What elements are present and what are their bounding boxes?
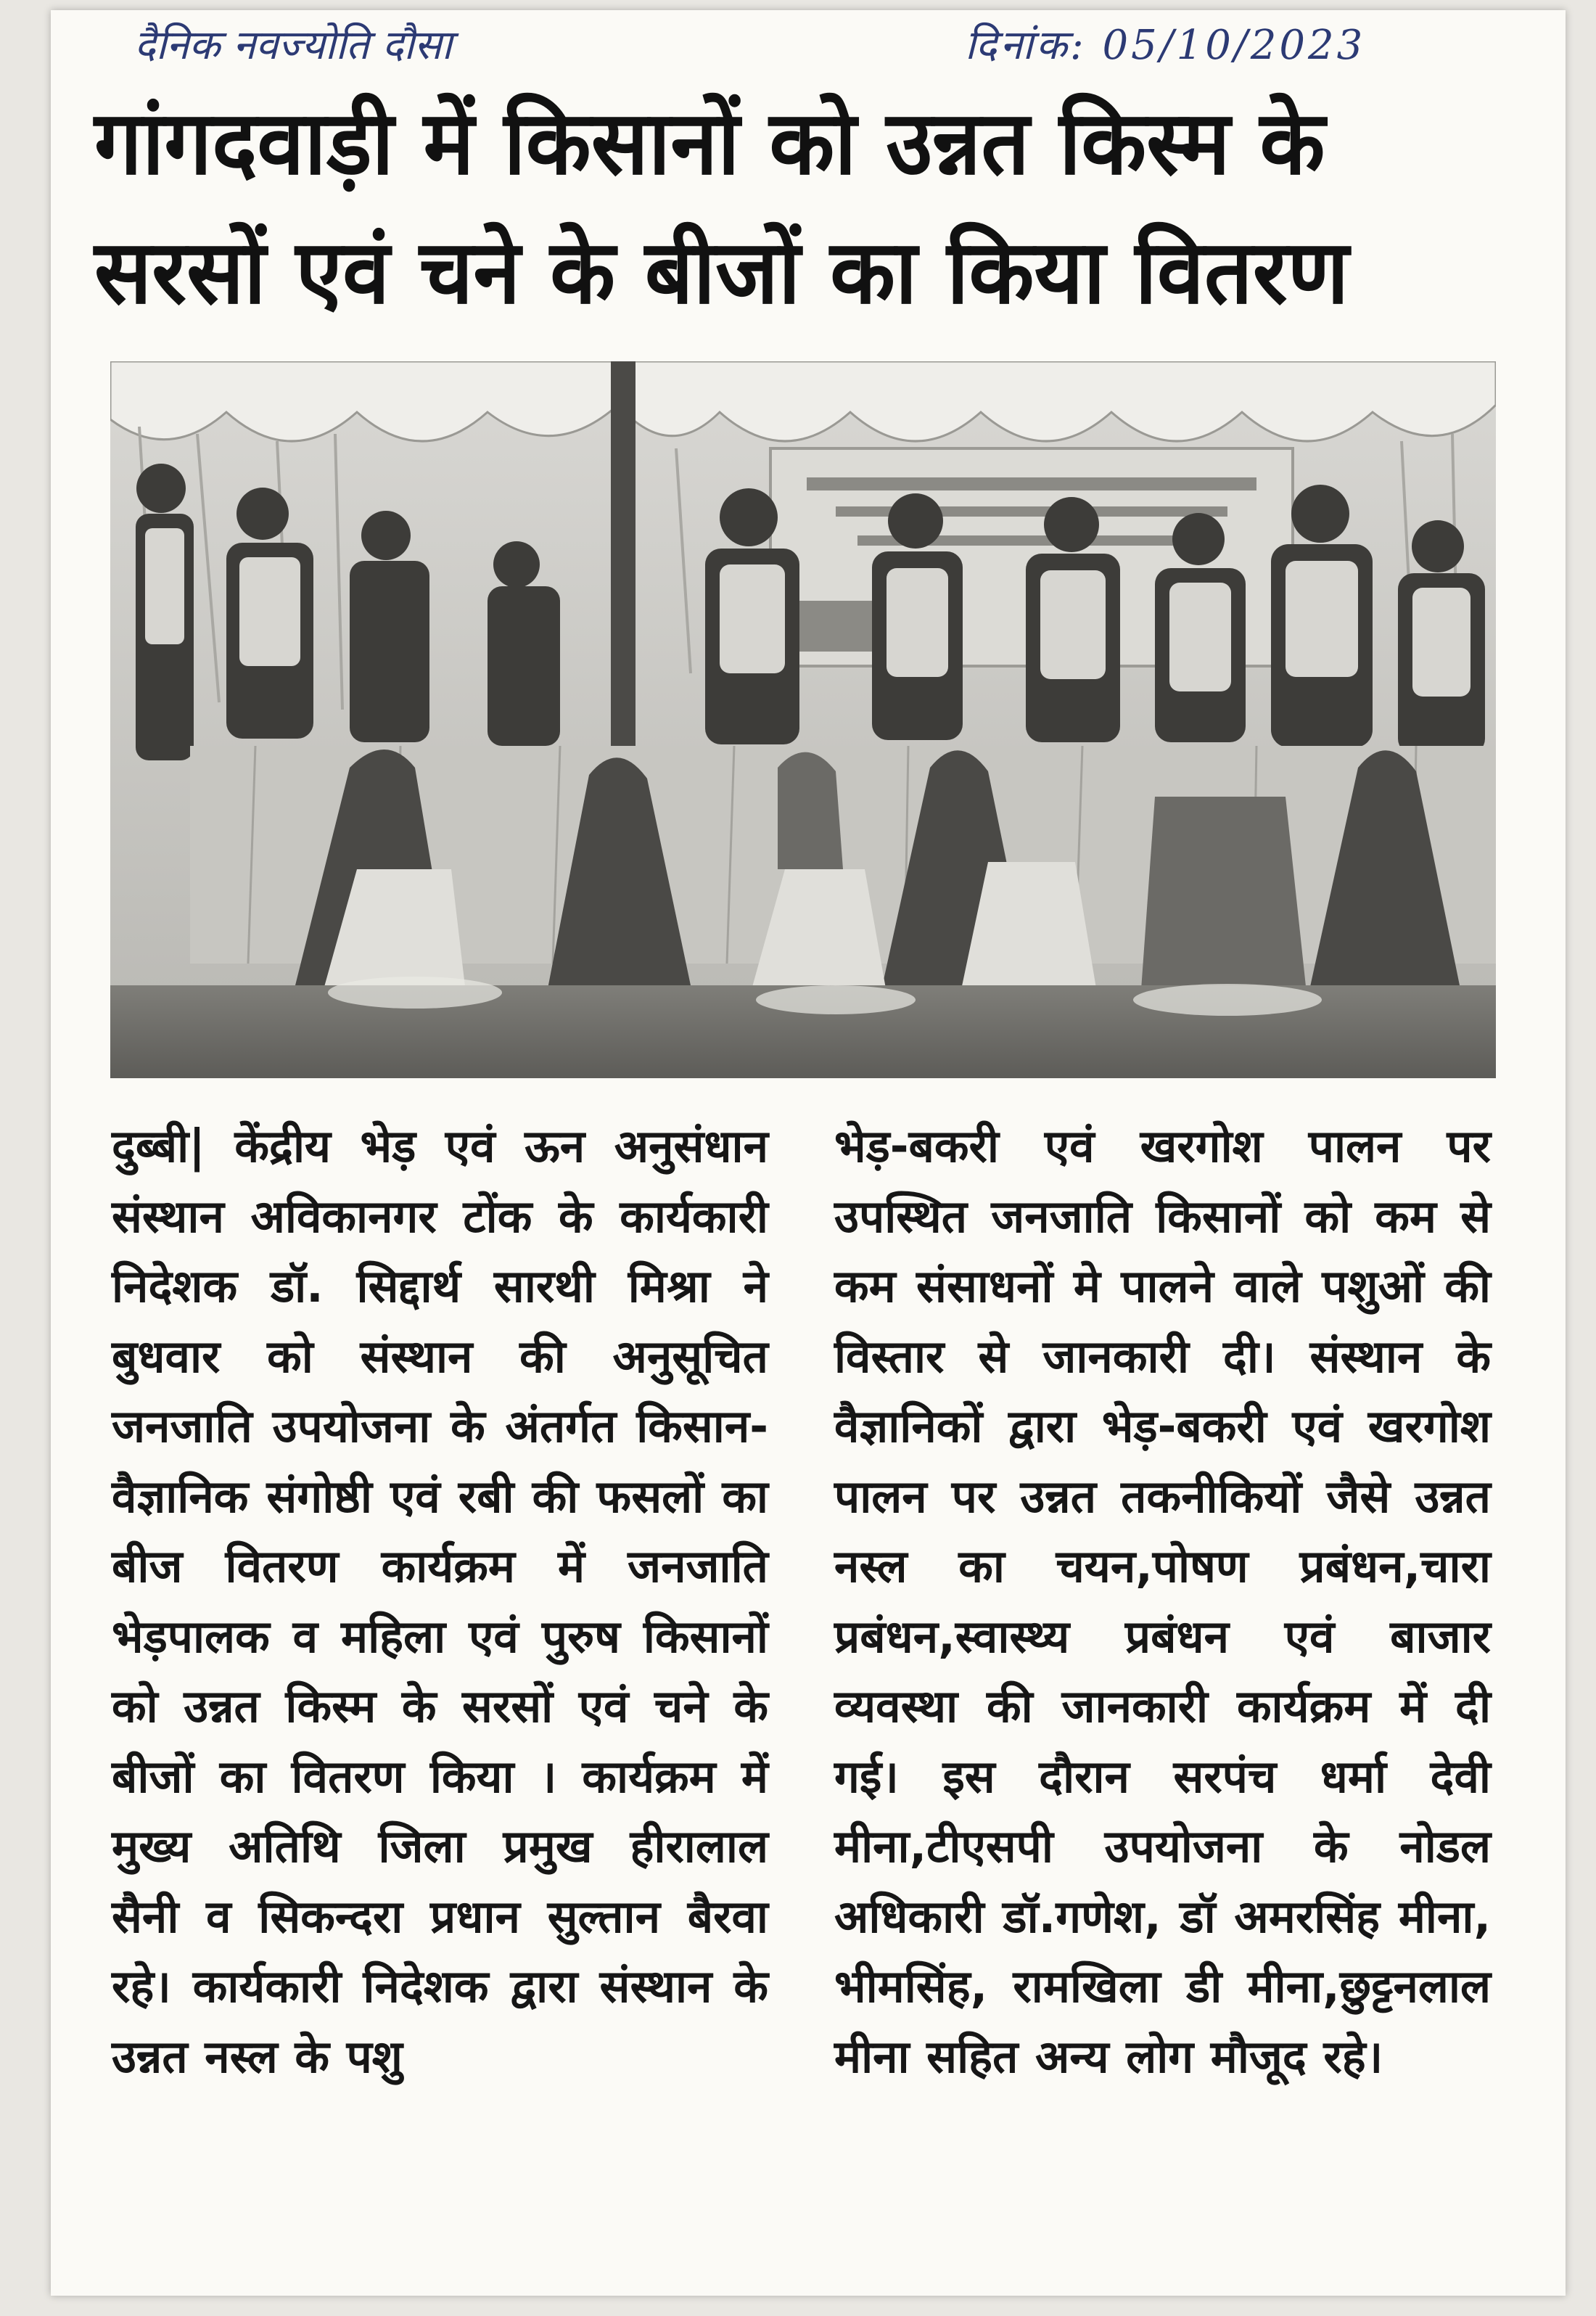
headline bbox=[94, 78, 1418, 337]
column-1-text: केंद्रीय भेड़ एवं ऊन अनुसंधान संस्थान अविकानगर टोंक के कार्यकारी निदेशक डॉ. सिद्दार्थ सारथी मिश्रा ने बुधवार को संस्थान की अनुसूचित जनजाति उपयोजना के अंतर्गत किसान-वैज्ञानिक संगोष्ठी एवं रबी की फसलों का बीज वितरण कार्यक्रम में जनजाति भेड़पालक व महिला एवं पुरुष किसानों को उन्नत किस्म के सरसों एवं चने के बीजों का वितरण किया । कार्यक्रम में मुख्य अतिथि जिला प्रमुख हीरालाल सैनी व सिकन्दरा प्रधान सुल्तान बैरवा रहे। कार्यकारी निदेशक द्वारा संस्थान के उन्नत नस्ल के पशु bbox=[112, 1120, 768, 2083]
dateline: दुब्बी bbox=[112, 1120, 189, 1173]
event-photo-illustration bbox=[110, 361, 1496, 1078]
news-photo bbox=[110, 361, 1496, 1078]
handwritten-source: दैनिक नवज्योति दौसा bbox=[134, 22, 453, 69]
article-column-2 bbox=[834, 1112, 1491, 2092]
column-2-text: भेड़-बकरी एवं खरगोश पालन पर उपस्थित जनजाति किसानों को कम से कम संसाधनों मे पालने वाले पशुओं की विस्तार से जानकारी दी। संस्थान के वैज्ञानिकों द्वारा भेड़-बकरी एवं खरगोश पालन पर उन्नत तकनीकियों जैसे उन्नत नस्ल का चयन,पोषण प्रबंधन,चारा प्रबंधन,स्वास्थ्य प्रबंधन एवं बाजार व्यवस्था की जानकारी कार्यक्रम में दी गई। इस दौरान सरपंच धर्मा देवी मीना,टीएसपी उपयोजना के नोडल अधिकारी डॉ.गणेश, डॉ अमरसिंह मीना, भीमसिंह, रामखिला डी मीना,छुट्टनलाल मीना सहित अन्य लोग मौजूद रहे। bbox=[834, 1120, 1491, 2083]
handwritten-date: दिनांक: 05/10/2023 bbox=[965, 22, 1366, 69]
article-column-1: दुब्बी| केंद्रीय भेड़ एवं ऊन अनुसंधान संस्थान अविकानगर टोंक के कार्यकारी निदेशक डॉ. सिद्दार्थ सारथी मिश्रा ने बुधवार को संस्थान की अनुसूचित जनजाति उपयोजना के अंतर्गत किसान-वैज्ञानिक संगोष्ठी एवं रबी की फसलों का बीज वितरण कार्यक्रम में जनजाति भेड़पालक व महिला एवं पुरुष किसानों को उन्नत किस्म के सरसों एवं चने के बीजों का वितरण किया । कार्यक्रम में मुख्य अतिथि जिला प्रमुख हीरालाल सैनी व सिकन्दरा प्रधान सुल्तान बैरवा रहे। कार्यकारी निदेशक द्वारा संस्थान के उन्नत नस्ल के पशु bbox=[112, 1120, 768, 2083]
headline-line-1: गांगदवाड़ी में किसानों को उन्नत किस्म के bbox=[94, 91, 1325, 194]
headline-line-2: सरसों एवं चने के बीजों का किया वितरण bbox=[94, 221, 1349, 324]
